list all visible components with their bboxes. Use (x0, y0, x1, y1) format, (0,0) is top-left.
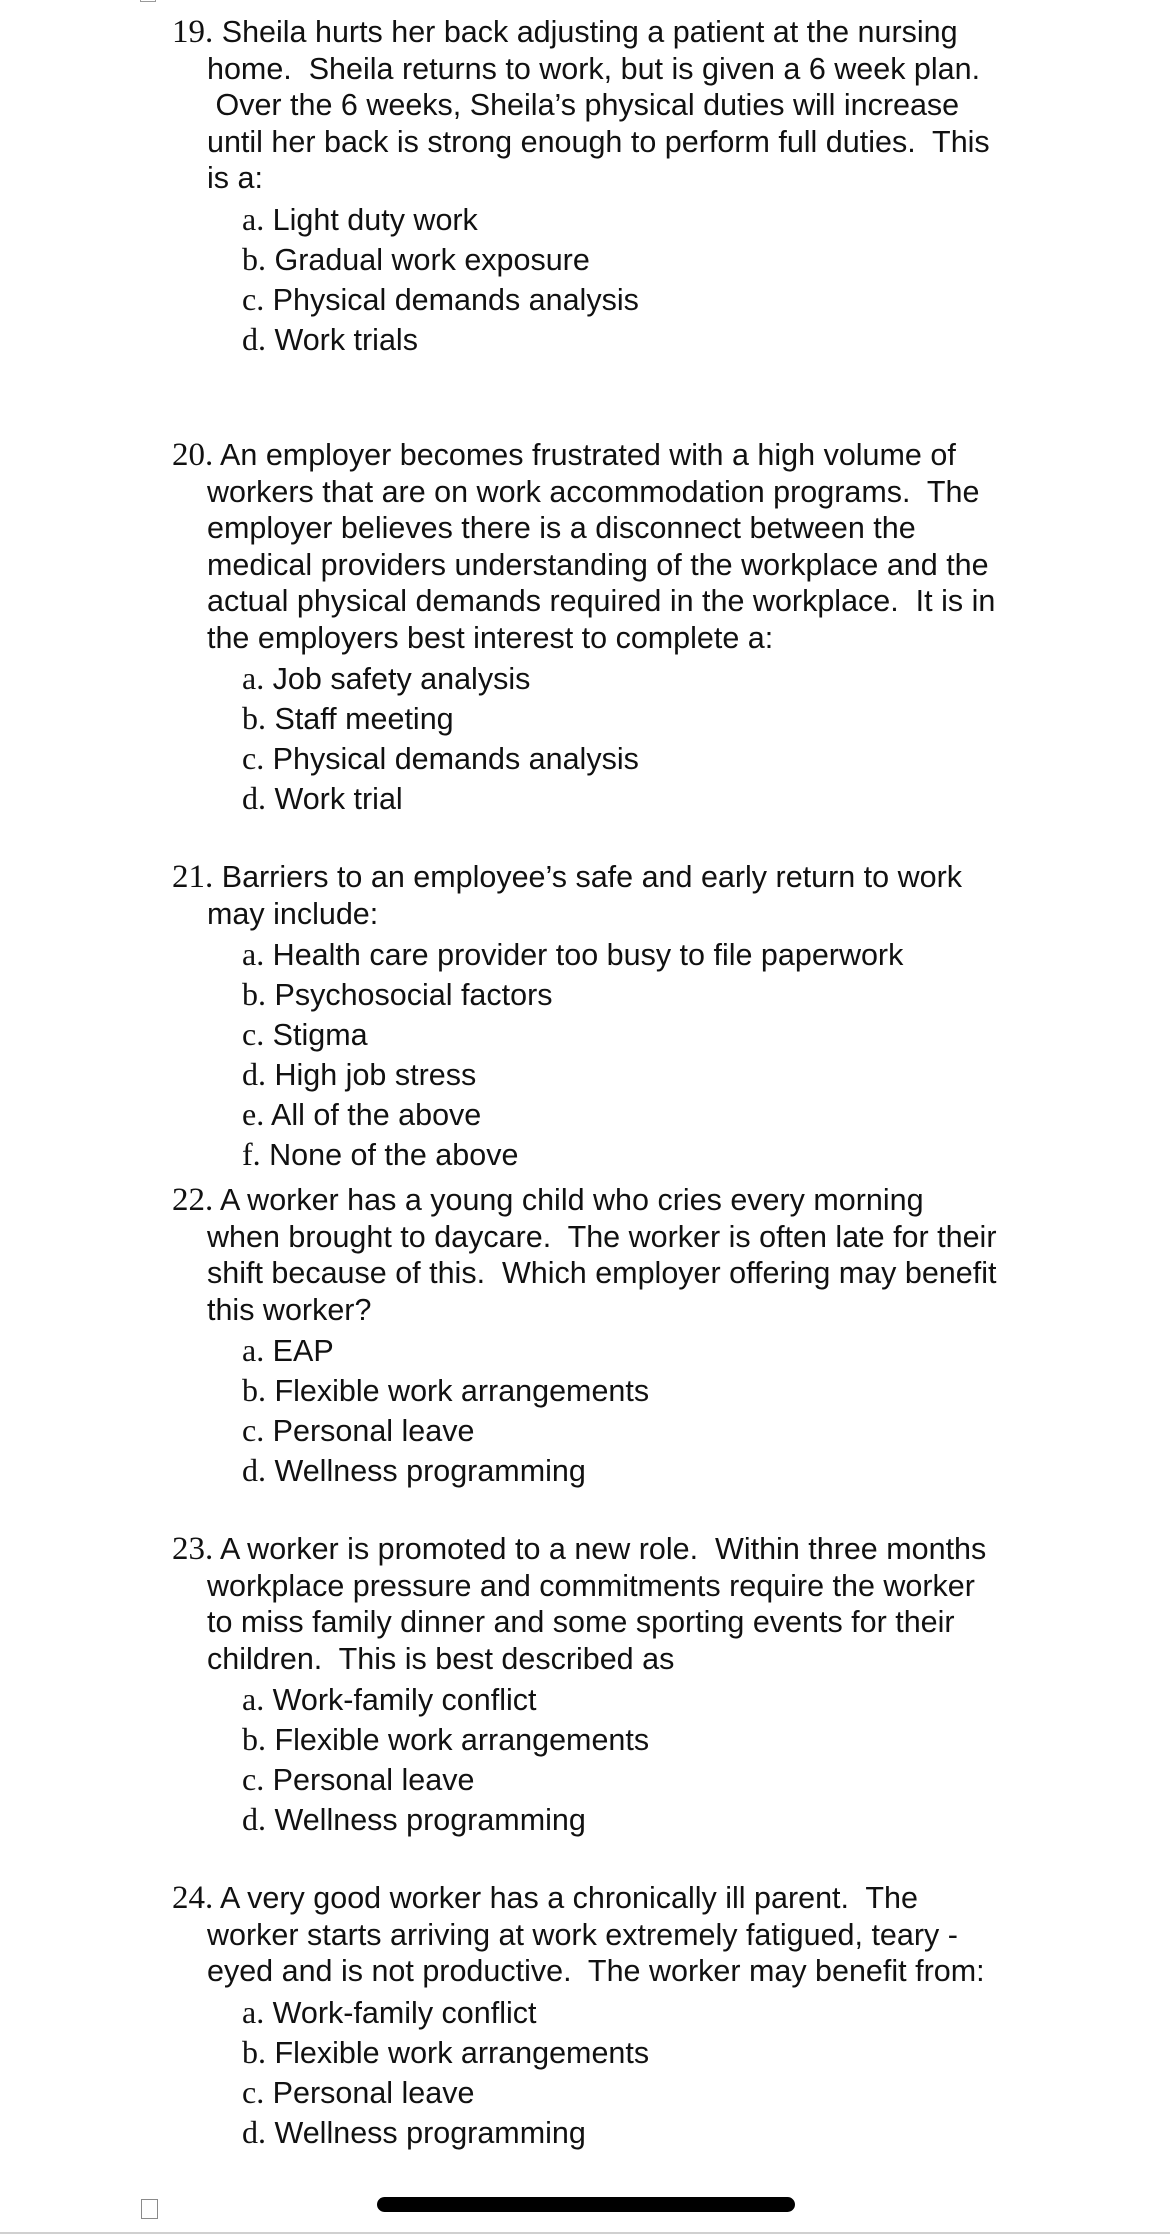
option-letter: a. (242, 1993, 265, 2030)
question-text: this worker? (207, 1292, 372, 1327)
question-text-line (172, 1953, 1032, 1990)
question-text: Barriers to an employee’s safe and early return to work (213, 860, 962, 894)
question-text-line (172, 1182, 1032, 1219)
question-text-line (172, 1531, 1032, 1568)
question-text-line (172, 160, 1032, 197)
question-text-line (172, 87, 1032, 124)
question-text-line (172, 896, 1032, 933)
question-text: workers that are on work accommodation programs. The (207, 474, 980, 509)
question-number: 19. (172, 14, 214, 50)
option-letter: d. (242, 2113, 266, 2150)
option-text: Flexible work arrangements (266, 1374, 650, 1408)
page-corner-mark-icon (141, 2199, 158, 2219)
question-number: 21. (172, 859, 214, 895)
option-text: Flexible work arrangements (266, 2035, 650, 2070)
option-letter: b. (242, 1372, 266, 1408)
option-text: Personal leave (264, 1763, 475, 1797)
option-letter: d. (242, 1801, 266, 1837)
question-text-line (172, 1917, 1032, 1954)
question-number: 23. (172, 1531, 214, 1567)
question-number: 24. (172, 1880, 214, 1916)
answer-options (172, 1679, 1032, 1839)
answer-options (172, 1992, 1032, 2152)
question-text: is a: (207, 161, 263, 195)
option-letter: d. (242, 1056, 266, 1092)
answer-option (242, 279, 1032, 319)
question-text-line (172, 1880, 1032, 1917)
option-letter: b. (242, 700, 266, 736)
page-corner-mark-icon (140, 0, 156, 2)
question-text: workplace pressure and commitments require the worker (207, 1568, 975, 1603)
question-text: A worker has a young child who cries every morning (213, 1183, 924, 1217)
option-text: All of the above (264, 1098, 482, 1132)
option-text: EAP (264, 1334, 334, 1368)
answer-option (242, 2112, 1032, 2152)
question-text: until her back is strong enough to perform full duties. This (207, 124, 990, 159)
question-22 (172, 1182, 1032, 1490)
question-text-line (172, 1641, 1032, 1678)
answer-option (242, 2032, 1032, 2072)
option-letter: c. (242, 1761, 265, 1797)
question-19 (172, 14, 1032, 359)
question-text-line (172, 51, 1032, 88)
answer-option (242, 1134, 1032, 1174)
question-text: An employer becomes frustrated with a high volume of (213, 438, 956, 472)
question-text: A worker is promoted to a new role. Within three months (213, 1532, 987, 1566)
question-text: home. Sheila returns to work, but is given a 6 week plan. (207, 51, 981, 86)
question-text-line (172, 474, 1032, 511)
question-text: worker starts arriving at work extremely fatigued, teary - (207, 1917, 958, 1952)
bottom-divider (0, 2232, 1170, 2234)
option-letter: f. (242, 1136, 261, 1172)
answer-option (242, 778, 1032, 818)
option-letter: c. (242, 280, 265, 317)
answer-options (172, 199, 1032, 359)
answer-option (242, 1450, 1032, 1490)
answer-option (242, 1799, 1032, 1839)
option-text: Gradual work exposure (266, 242, 590, 277)
answer-option (242, 658, 1032, 698)
question-text: Over the 6 weeks, Sheila’s physical duties will increase (207, 88, 960, 122)
answer-option (242, 974, 1032, 1014)
question-text-line (172, 547, 1032, 584)
option-letter: c. (242, 740, 265, 776)
question-text-line (172, 1219, 1032, 1256)
option-letter: a. (242, 1332, 265, 1368)
question-text-line (172, 510, 1032, 547)
answer-option (242, 698, 1032, 738)
question-text: Sheila hurts her back adjusting a patient at the nursing (213, 15, 958, 49)
option-text: Wellness programming (266, 1454, 586, 1488)
question-24 (172, 1880, 1032, 2152)
home-indicator-bar[interactable] (377, 2197, 795, 2212)
question-text: when brought to daycare. The worker is often late for their (207, 1219, 997, 1254)
option-text: Personal leave (264, 1414, 475, 1448)
answer-option (242, 1054, 1032, 1094)
option-text: None of the above (260, 1138, 519, 1172)
question-text-line (172, 14, 1032, 51)
option-text: Work trials (266, 322, 418, 357)
option-text: Flexible work arrangements (266, 1723, 650, 1757)
option-text: Personal leave (264, 2075, 475, 2110)
option-letter: a. (242, 200, 265, 237)
option-text: Work-family conflict (264, 1683, 537, 1717)
question-text: may include: (207, 896, 379, 931)
question-text-line (172, 124, 1032, 161)
question-23 (172, 1531, 1032, 1839)
question-text: medical providers understanding of the workplace and the (207, 547, 989, 582)
option-letter: c. (242, 1412, 265, 1448)
option-text: Health care provider too busy to file paperwork (264, 938, 904, 972)
question-text-line (172, 1255, 1032, 1292)
question-text: children. This is best described as (207, 1641, 675, 1676)
answer-option (242, 1679, 1032, 1719)
answer-option (242, 1370, 1032, 1410)
option-text: Wellness programming (266, 1803, 586, 1837)
question-text-line (172, 859, 1032, 896)
option-letter: b. (242, 240, 266, 277)
answer-option (242, 2072, 1032, 2112)
option-letter: a. (242, 936, 265, 972)
option-text: Physical demands analysis (264, 742, 639, 776)
question-text-line (172, 1292, 1032, 1329)
question-text: shift because of this. Which employer offering may benefit (207, 1256, 997, 1290)
option-letter: c. (242, 2073, 265, 2110)
option-letter: a. (242, 660, 265, 696)
answer-option (242, 1330, 1032, 1370)
option-text: Psychosocial factors (266, 978, 553, 1012)
option-letter: b. (242, 1721, 266, 1757)
option-letter: a. (242, 1681, 265, 1717)
option-text: Physical demands analysis (264, 282, 639, 317)
question-number: 22. (172, 1182, 214, 1218)
question-text-line (172, 1568, 1032, 1605)
option-letter: b. (242, 976, 266, 1012)
question-text-line (172, 583, 1032, 620)
question-text-line (172, 437, 1032, 474)
option-letter: d. (242, 780, 266, 816)
answer-option (242, 1410, 1032, 1450)
option-text: Staff meeting (266, 702, 454, 736)
answer-option (242, 738, 1032, 778)
answer-option (242, 1992, 1032, 2032)
question-text: the employers best interest to complete a: (207, 620, 774, 655)
answer-option (242, 199, 1032, 239)
question-number: 20. (172, 437, 214, 473)
answer-option (242, 1014, 1032, 1054)
answer-options (172, 658, 1032, 818)
answer-option (242, 1759, 1032, 1799)
question-text: eyed and is not productive. The worker may benefit from: (207, 1954, 985, 1988)
answer-option (242, 1719, 1032, 1759)
option-text: Stigma (264, 1018, 368, 1052)
answer-option (242, 1094, 1032, 1134)
question-text: A very good worker has a chronically ill parent. The (213, 1881, 918, 1915)
option-letter: d. (242, 320, 266, 357)
question-21 (172, 859, 1032, 1174)
answer-options (172, 934, 1032, 1174)
option-text: Work-family conflict (264, 1995, 537, 2030)
answer-option (242, 239, 1032, 279)
question-text: actual physical demands required in the workplace. It is in (207, 584, 996, 618)
option-letter: e. (242, 1096, 265, 1132)
option-letter: b. (242, 2033, 266, 2070)
option-text: Light duty work (264, 202, 478, 237)
question-text-line (172, 620, 1032, 657)
answer-option (242, 934, 1032, 974)
answer-option (242, 319, 1032, 359)
question-20 (172, 437, 1032, 818)
answer-options (172, 1330, 1032, 1490)
option-text: High job stress (266, 1058, 477, 1092)
option-text: Wellness programming (266, 2115, 586, 2150)
question-text: to miss family dinner and some sporting events for their (207, 1605, 955, 1639)
option-letter: c. (242, 1016, 265, 1052)
option-text: Job safety analysis (264, 662, 531, 696)
option-letter: d. (242, 1452, 266, 1488)
option-text: Work trial (266, 782, 403, 816)
question-text-line (172, 1604, 1032, 1641)
question-text: employer believes there is a disconnect between the (207, 511, 916, 545)
